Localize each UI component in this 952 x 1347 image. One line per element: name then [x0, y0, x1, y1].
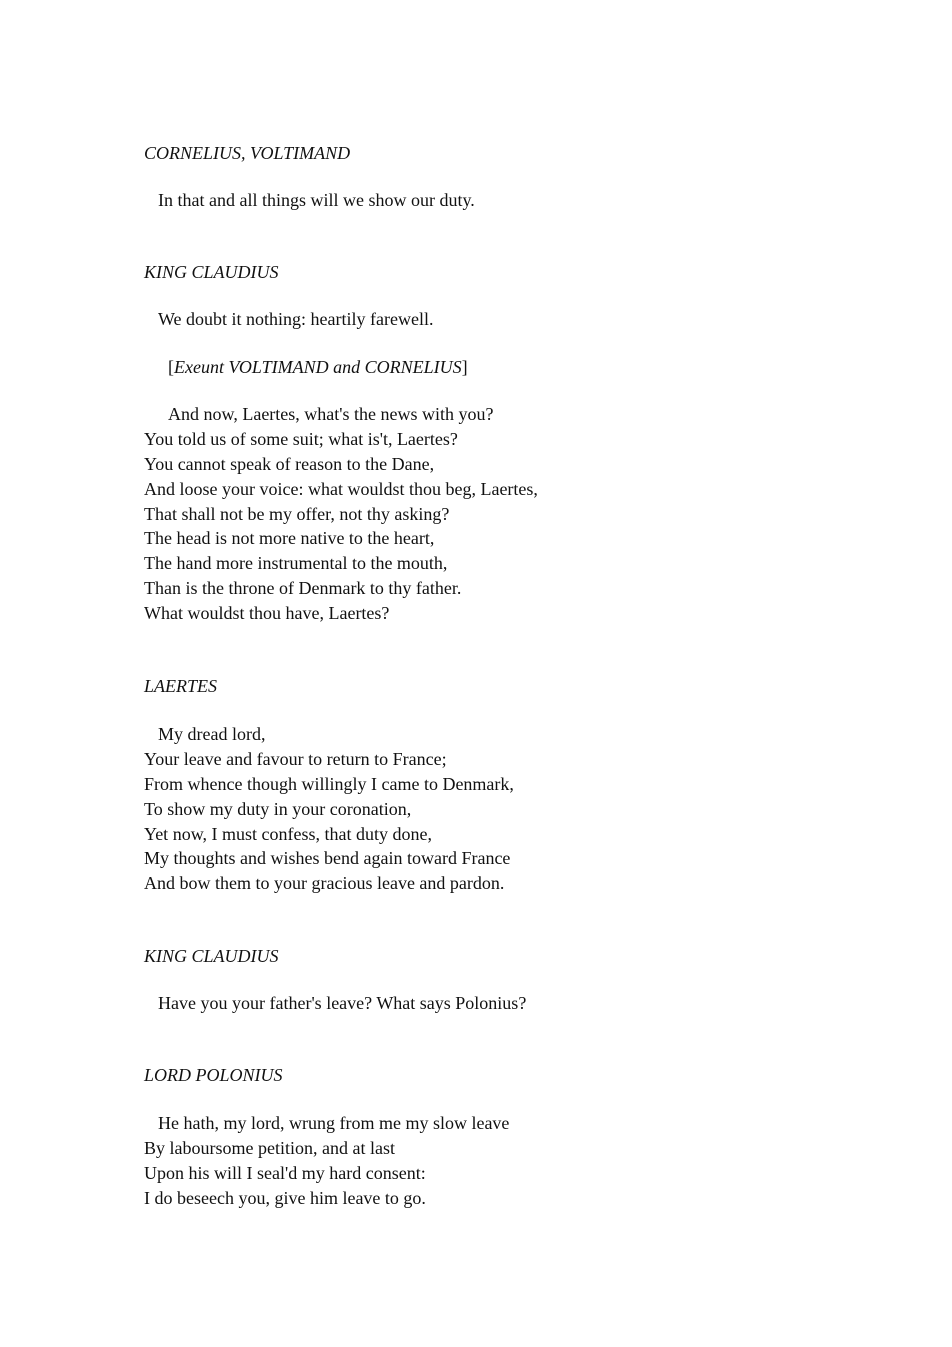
speaker-name: CORNELIUS, VOLTIMAND [144, 143, 351, 163]
speaker-name: KING CLAUDIUS [144, 262, 279, 282]
stage-direction-text: Exeunt VOLTIMAND and CORNELIUS [174, 357, 462, 377]
speech-line: By laboursome petition, and at last [144, 1137, 395, 1158]
speech-line: Than is the throne of Denmark to thy father. [144, 578, 462, 599]
speech-line: In that and all things will we show our duty. [158, 190, 475, 210]
speech-line: My thoughts and wishes bend again toward France [144, 848, 511, 869]
speech-line: Your leave and favour to return to France; [144, 748, 447, 769]
speaker-name: LAERTES [144, 676, 218, 696]
speech-line: You cannot speak of reason to the Dane, [144, 453, 435, 474]
speech-line: The hand more instrumental to the mouth, [144, 553, 448, 574]
speech-line: You told us of some suit; what is't, Laertes? [144, 428, 458, 449]
speech-lines [144, 1111, 509, 1211]
speech-line: Upon his will I seal'd my hard consent: [144, 1162, 426, 1183]
speech-line: That shall not be my offer, not thy asking? [144, 503, 450, 524]
speech-line: We doubt it nothing: heartily farewell. [158, 309, 434, 329]
speech-line: From whence though willingly I came to Denmark, [144, 773, 514, 794]
speech-line: What wouldst thou have, Laertes? [144, 603, 390, 624]
speech-line: And now, Laertes, what's the news with you? [168, 404, 494, 424]
stage-bracket-open: [ [168, 357, 174, 377]
speech-line: The head is not more native to the heart, [144, 528, 435, 549]
stage-direction [144, 355, 468, 379]
speech-lines [144, 402, 538, 626]
speech-line: Yet now, I must confess, that duty done, [144, 823, 432, 844]
speech-lines [144, 307, 433, 332]
speech-line: And loose your voice: what wouldst thou beg, Laertes, [144, 478, 538, 499]
speaker-name: KING CLAUDIUS [144, 946, 279, 966]
speaker-name: LORD POLONIUS [144, 1065, 283, 1085]
speech-lines [144, 188, 475, 213]
speech-lines [144, 991, 526, 1016]
speech-line: Have you your father's leave? What says Polonius? [158, 993, 527, 1013]
stage-bracket-close: ] [461, 357, 468, 377]
speech-line: My dread lord, [158, 724, 266, 744]
speech-lines [144, 722, 514, 896]
speech-line: I do beseech you, give him leave to go. [144, 1187, 426, 1208]
speech-line: And bow them to your gracious leave and pardon. [144, 873, 505, 894]
speech-line: To show my duty in your coronation, [144, 798, 412, 819]
speech-line: He hath, my lord, wrung from me my slow leave [158, 1113, 510, 1133]
